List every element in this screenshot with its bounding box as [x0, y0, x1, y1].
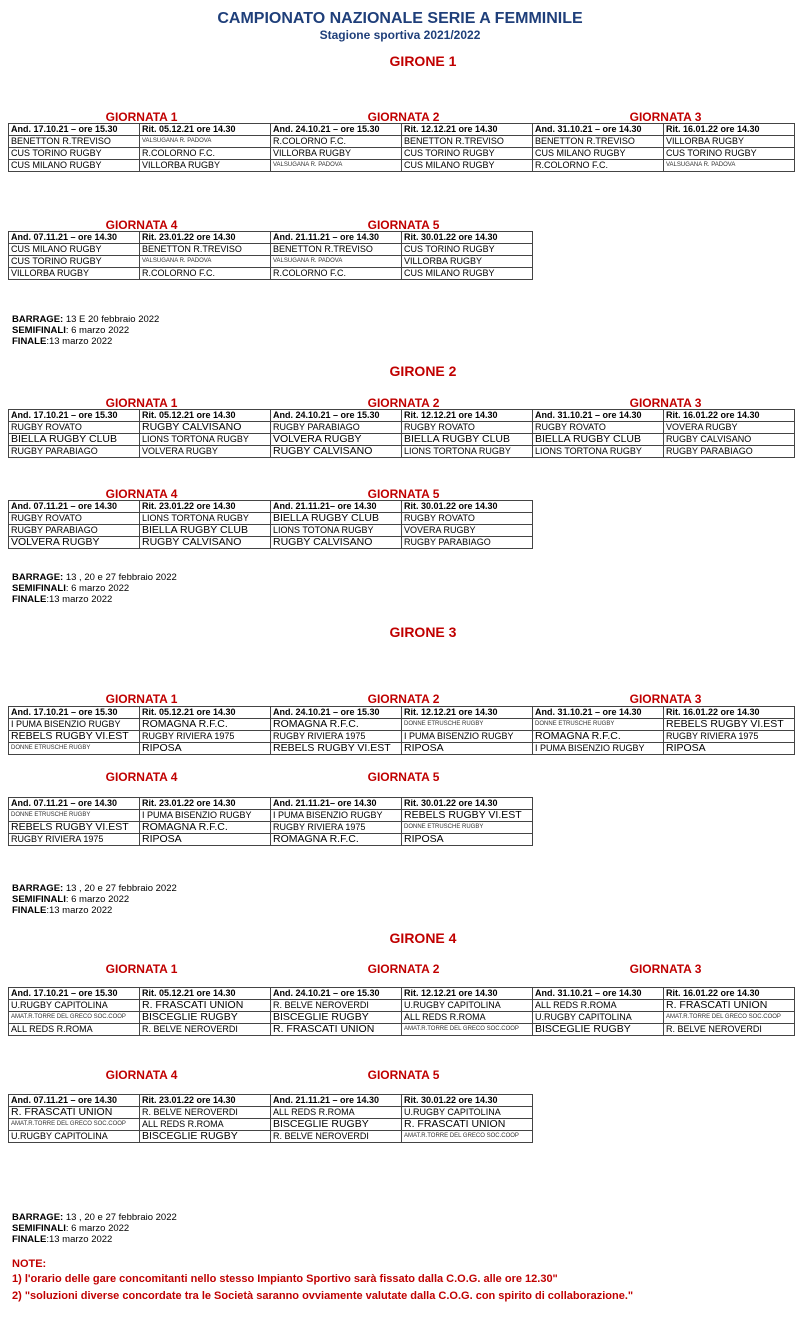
team-cell: CUS MILANO RUGBY	[533, 148, 664, 160]
match-row	[9, 1024, 795, 1036]
team-cell: BISCEGLIE RUGBY	[140, 1012, 271, 1024]
match-row	[9, 1131, 533, 1143]
team-cell: R.COLORNO F.C.	[140, 148, 271, 160]
team-cell: U.RUGBY CAPITOLINA	[402, 1107, 533, 1119]
team-cell: BENETTON R.TREVISO	[402, 136, 533, 148]
team-cell: ALL REDS R.ROMA	[533, 1000, 664, 1012]
semifinali-line-label: SEMIFINALI	[12, 894, 66, 905]
team-cell: DONNE ETRUSCHE RUGBY	[402, 822, 533, 834]
team-cell: RUGBY CALVISANO	[271, 446, 402, 458]
team-cell: I PUMA BISENZIO RUGBY	[9, 719, 140, 731]
andata-header: And. 17.10.21 – ore 15.30	[9, 124, 140, 136]
match-row	[9, 834, 533, 846]
ritorno-header: Rit. 12.12.21 ore 14.30	[402, 124, 533, 136]
barrage-line-value: 13 E 20 febbraio 2022	[63, 314, 160, 325]
barrage-line	[12, 1212, 177, 1223]
ritorno-header: Rit. 12.12.21 ore 14.30	[402, 707, 533, 719]
team-cell: BISCEGLIE RUGBY	[533, 1024, 664, 1036]
barrage-line-label: BARRAGE:	[12, 314, 64, 325]
ritorno-header: Rit. 16.01.22 ore 14.30	[664, 124, 795, 136]
match-row	[9, 434, 795, 446]
team-cell: RIPOSA	[402, 743, 533, 755]
finale-line-value: :13 marzo 2022	[46, 336, 113, 347]
andata-header: And. 31.10.21 – ore 14.30	[533, 124, 664, 136]
match-row	[9, 743, 795, 755]
team-cell: BIELLA RUGBY CLUB	[9, 434, 140, 446]
team-cell: BISCEGLIE RUGBY	[140, 1131, 271, 1143]
team-cell: RUGBY RIVIERA 1975	[271, 731, 402, 743]
team-cell: DONNE ETRUSCHE RUGBY	[9, 810, 140, 822]
team-cell: BENETTON R.TREVISO	[140, 244, 271, 256]
barrage-line-value: 13 , 20 e 27 febbraio 2022	[63, 572, 177, 583]
match-row	[9, 160, 795, 172]
team-cell: BIELLA RUGBY CLUB	[271, 513, 402, 525]
team-cell: DONNE ETRUSCHE RUGBY	[402, 719, 533, 731]
andata-header: And. 31.10.21 – ore 14.30	[533, 707, 664, 719]
team-cell: RUGBY ROVATO	[9, 513, 140, 525]
team-cell: RUGBY PARABIAGO	[664, 446, 795, 458]
note-line-1: 1) l'orario delle gare concomitanti nello stesso Impianto Sportivo sarà fissato dalla C.O.G. alle ore 12.30"	[12, 1273, 558, 1285]
team-cell: BENETTON R.TREVISO	[271, 244, 402, 256]
note-line-2: 2) "soluzioni diverse concordate tra le Società saranno ovviamente valutate dalla C.O.G. con spirito di collaborazione."	[12, 1290, 634, 1302]
ritorno-header: Rit. 05.12.21 ore 14.30	[140, 988, 271, 1000]
team-cell: VOLVERA RUGBY	[9, 537, 140, 549]
team-cell: RUGBY RIVIERA 1975	[140, 731, 271, 743]
document-title: CAMPIONATO NAZIONALE SERIE A FEMMINILE	[217, 10, 583, 27]
barrage-line-label: BARRAGE:	[12, 572, 64, 583]
giornata-label: GIORNATA 2	[367, 692, 440, 706]
semifinali-line-value: : 6 marzo 2022	[65, 1223, 130, 1234]
finale-line-value: :13 marzo 2022	[46, 905, 113, 916]
team-cell: ALL REDS R.ROMA	[9, 1024, 140, 1036]
fixtures-table	[8, 409, 795, 458]
ritorno-header: Rit. 30.01.22 ore 14.30	[402, 798, 533, 810]
fixtures-table	[8, 500, 533, 549]
ritorno-header: Rit. 23.01.22 ore 14.30	[140, 232, 271, 244]
team-cell: RIPOSA	[402, 834, 533, 846]
team-cell: I PUMA BISENZIO RUGBY	[533, 743, 664, 755]
team-cell: ALL REDS R.ROMA	[271, 1107, 402, 1119]
girone-title: GIRONE 2	[389, 363, 457, 379]
andata-header: And. 24.10.21 – ore 15.30	[271, 988, 402, 1000]
semifinali-line-label: SEMIFINALI	[12, 583, 66, 594]
finale-line-value: :13 marzo 2022	[46, 594, 113, 605]
ritorno-header: Rit. 12.12.21 ore 14.30	[402, 988, 533, 1000]
ritorno-header: Rit. 23.01.22 ore 14.30	[140, 798, 271, 810]
team-cell: CUS TORINO RUGBY	[402, 148, 533, 160]
match-row	[9, 525, 533, 537]
andata-header: And. 24.10.21 – ore 15.30	[271, 707, 402, 719]
team-cell: VILLORBA RUGBY	[9, 268, 140, 280]
team-cell: BENETTON R.TREVISO	[533, 136, 664, 148]
team-cell: RUGBY ROVATO	[402, 513, 533, 525]
team-cell: BIELLA RUGBY CLUB	[533, 434, 664, 446]
andata-header: And. 07.11.21 – ore 14.30	[9, 798, 140, 810]
team-cell: R. FRASCATI UNION	[664, 1000, 795, 1012]
team-cell: U.RUGBY CAPITOLINA	[402, 1000, 533, 1012]
team-cell: LIONS TORTONA RUGBY	[140, 513, 271, 525]
team-cell: REBELS RUGBY VI.EST	[9, 731, 140, 743]
team-cell: VILLORBA RUGBY	[140, 160, 271, 172]
team-cell: R. BELVE NEROVERDI	[271, 1131, 402, 1143]
team-cell: RUGBY CALVISANO	[271, 537, 402, 549]
girone-title: GIRONE 3	[389, 624, 457, 640]
team-cell: RUGBY RIVIERA 1975	[9, 834, 140, 846]
fixtures-table	[8, 1094, 533, 1143]
team-cell: CUS MILANO RUGBY	[402, 268, 533, 280]
notes-title: NOTE:	[12, 1258, 47, 1270]
andata-header: And. 17.10.21 – ore 15.30	[9, 410, 140, 422]
team-cell: AMAT.R.TORRE DEL GRECO SOC.COOP	[402, 1131, 533, 1143]
giornata-label: GIORNATA 4	[105, 1068, 178, 1082]
giornata-label: GIORNATA 4	[105, 770, 178, 784]
barrage-line-label: BARRAGE:	[12, 883, 64, 894]
team-cell: R. BELVE NEROVERDI	[140, 1024, 271, 1036]
semifinali-line-label: SEMIFINALI	[12, 325, 66, 336]
barrage-line	[12, 883, 177, 894]
girone-title: GIRONE 1	[389, 53, 457, 69]
match-row	[9, 1107, 533, 1119]
team-cell: VOLVERA RUGBY	[140, 446, 271, 458]
team-cell: RUGBY CALVISANO	[140, 422, 271, 434]
team-cell: U.RUGBY CAPITOLINA	[9, 1131, 140, 1143]
team-cell: VILLORBA RUGBY	[664, 136, 795, 148]
barrage-line	[12, 314, 159, 325]
match-row	[9, 1119, 533, 1131]
team-cell: REBELS RUGBY VI.EST	[9, 822, 140, 834]
match-row	[9, 268, 533, 280]
match-row	[9, 136, 795, 148]
team-cell: ROMAGNA R.F.C.	[140, 822, 271, 834]
finale-line	[12, 905, 177, 916]
barrage-line-label: BARRAGE:	[12, 1212, 64, 1223]
team-cell: ROMAGNA R.F.C.	[271, 719, 402, 731]
giornata-label: GIORNATA 1	[105, 110, 178, 124]
team-cell: R. FRASCATI UNION	[271, 1024, 402, 1036]
team-cell: BISCEGLIE RUGBY	[271, 1119, 402, 1131]
team-cell: U.RUGBY CAPITOLINA	[9, 1000, 140, 1012]
ritorno-header: Rit. 16.01.22 ore 14.30	[664, 410, 795, 422]
giornata-label: GIORNATA 1	[105, 396, 178, 410]
team-cell: R. FRASCATI UNION	[402, 1119, 533, 1131]
team-cell: RUGBY ROVATO	[533, 422, 664, 434]
andata-header: And. 31.10.21 – ore 14.30	[533, 410, 664, 422]
team-cell: CUS TORINO RUGBY	[9, 256, 140, 268]
team-cell: LIONS TOTONA RUGBY	[271, 525, 402, 537]
giornata-label: GIORNATA 5	[367, 487, 440, 501]
girone-title: GIRONE 4	[389, 930, 457, 946]
team-cell: REBELS RUGBY VI.EST	[271, 743, 402, 755]
ritorno-header: Rit. 12.12.21 ore 14.30	[402, 410, 533, 422]
andata-header: And. 17.10.21 – ore 15.30	[9, 988, 140, 1000]
team-cell: CUS TORINO RUGBY	[664, 148, 795, 160]
barrage-line	[12, 572, 177, 583]
match-row	[9, 1012, 795, 1024]
team-cell: BISCEGLIE RUGBY	[271, 1012, 402, 1024]
giornata-label: GIORNATA 3	[629, 692, 702, 706]
giornata-label: GIORNATA 1	[105, 962, 178, 976]
team-cell: VOLVERA RUGBY	[271, 434, 402, 446]
team-cell: RUGBY ROVATO	[402, 422, 533, 434]
andata-header: And. 24.10.21 – ore 15.30	[271, 124, 402, 136]
giornata-label: GIORNATA 5	[367, 770, 440, 784]
match-row	[9, 537, 533, 549]
team-cell: CUS MILANO RUGBY	[9, 160, 140, 172]
team-cell: RUGBY CALVISANO	[664, 434, 795, 446]
match-row	[9, 256, 533, 268]
andata-header: And. 17.10.21 – ore 15.30	[9, 707, 140, 719]
team-cell: ROMAGNA R.F.C.	[140, 719, 271, 731]
team-cell: AMAT.R.TORRE DEL GRECO SOC.COOP	[9, 1119, 140, 1131]
team-cell: RUGBY PARABIAGO	[9, 525, 140, 537]
team-cell: DONNE ETRUSCHE RUGBY	[533, 719, 664, 731]
andata-header: And. 21.11.21 – ore 14.30	[271, 232, 402, 244]
finale-line-label: FINALE	[12, 336, 47, 347]
ritorno-header: Rit. 23.01.22 ore 14.30	[140, 501, 271, 513]
andata-header: And. 21.11.21– ore 14.30	[271, 798, 402, 810]
ritorno-header: Rit. 05.12.21 ore 14.30	[140, 707, 271, 719]
team-cell: BIELLA RUGBY CLUB	[140, 525, 271, 537]
ritorno-header: Rit. 05.12.21 ore 14.30	[140, 410, 271, 422]
finale-line-value: :13 marzo 2022	[46, 1234, 113, 1245]
team-cell: RUGBY PARABIAGO	[9, 446, 140, 458]
team-cell: I PUMA BISENZIO RUGBY	[402, 731, 533, 743]
andata-header: And. 21.11.21– ore 14.30	[271, 501, 402, 513]
team-cell: R.COLORNO F.C.	[271, 136, 402, 148]
team-cell: BIELLA RUGBY CLUB	[402, 434, 533, 446]
team-cell: RUGBY PARABIAGO	[271, 422, 402, 434]
giornata-label: GIORNATA 2	[367, 962, 440, 976]
finale-line	[12, 1234, 177, 1245]
finale-line-label: FINALE	[12, 1234, 47, 1245]
ritorno-header: Rit. 05.12.21 ore 14.30	[140, 124, 271, 136]
team-cell: VALSUGANA R. PADOVA	[271, 160, 402, 172]
team-cell: ALL REDS R.ROMA	[140, 1119, 271, 1131]
team-cell: RUGBY RIVIERA 1975	[271, 822, 402, 834]
playoff-dates	[12, 314, 159, 347]
match-row	[9, 731, 795, 743]
season-subtitle: Stagione sportiva 2021/2022	[319, 28, 481, 42]
andata-header: And. 31.10.21 – ore 14.30	[533, 988, 664, 1000]
team-cell: RIPOSA	[140, 743, 271, 755]
giornata-label: GIORNATA 4	[105, 218, 178, 232]
match-row	[9, 513, 533, 525]
giornata-label: GIORNATA 3	[629, 110, 702, 124]
team-cell: REBELS RUGBY VI.EST	[402, 810, 533, 822]
barrage-line-value: 13 , 20 e 27 febbraio 2022	[63, 883, 177, 894]
finale-line-label: FINALE	[12, 594, 47, 605]
fixtures-table	[8, 987, 795, 1036]
team-cell: RUGBY ROVATO	[9, 422, 140, 434]
andata-header: And. 07.11.21 – ore 14.30	[9, 501, 140, 513]
team-cell: LIONS TORTONA RUGBY	[140, 434, 271, 446]
team-cell: R. BELVE NEROVERDI	[664, 1024, 795, 1036]
team-cell: R. FRASCATI UNION	[9, 1107, 140, 1119]
team-cell: VILLORBA RUGBY	[402, 256, 533, 268]
ritorno-header: Rit. 23.01.22 ore 14.30	[140, 1095, 271, 1107]
semifinali-line-value: : 6 marzo 2022	[65, 325, 130, 336]
team-cell: BENETTON R.TREVISO	[9, 136, 140, 148]
team-cell: I PUMA BISENZIO RUGBY	[140, 810, 271, 822]
team-cell: REBELS RUGBY VI.EST	[664, 719, 795, 731]
team-cell: U.RUGBY CAPITOLINA	[533, 1012, 664, 1024]
giornata-label: GIORNATA 5	[367, 1068, 440, 1082]
andata-header: And. 24.10.21 – ore 15.30	[271, 410, 402, 422]
match-row	[9, 148, 795, 160]
team-cell: R.COLORNO F.C.	[533, 160, 664, 172]
semifinali-line	[12, 325, 159, 336]
team-cell: VALSUGANA R. PADOVA	[271, 256, 402, 268]
team-cell: VOVERA RUGBY	[664, 422, 795, 434]
ritorno-header: Rit. 30.01.22 ore 14.30	[402, 232, 533, 244]
semifinali-line-value: : 6 marzo 2022	[65, 894, 130, 905]
team-cell: ALL REDS R.ROMA	[402, 1012, 533, 1024]
ritorno-header: Rit. 16.01.22 ore 14.30	[664, 988, 795, 1000]
team-cell: R. BELVE NEROVERDI	[271, 1000, 402, 1012]
match-row	[9, 446, 795, 458]
team-cell: I PUMA BISENZIO RUGBY	[271, 810, 402, 822]
team-cell: RIPOSA	[664, 743, 795, 755]
fixtures-table	[8, 706, 795, 755]
team-cell: R.COLORNO F.C.	[271, 268, 402, 280]
giornata-label: GIORNATA 4	[105, 487, 178, 501]
ritorno-header: Rit. 16.01.22 ore 14.30	[664, 707, 795, 719]
team-cell: ROMAGNA R.F.C.	[533, 731, 664, 743]
team-cell: RUGBY RIVIERA 1975	[664, 731, 795, 743]
andata-header: And. 07.11.21 – ore 14.30	[9, 232, 140, 244]
ritorno-header: Rit. 30.01.22 ore 14.30	[402, 501, 533, 513]
semifinali-line-value: : 6 marzo 2022	[65, 583, 130, 594]
team-cell: VILLORBA RUGBY	[271, 148, 402, 160]
playoff-dates	[12, 1212, 177, 1245]
team-cell: DONNE ETRUSCHE RUGBY	[9, 743, 140, 755]
team-cell: CUS TORINO RUGBY	[9, 148, 140, 160]
semifinali-line-label: SEMIFINALI	[12, 1223, 66, 1234]
team-cell: VALSUGANA R. PADOVA	[140, 136, 271, 148]
giornata-label: GIORNATA 5	[367, 218, 440, 232]
team-cell: VOVERA RUGBY	[402, 525, 533, 537]
match-row	[9, 810, 533, 822]
playoff-dates	[12, 883, 177, 916]
team-cell: RIPOSA	[140, 834, 271, 846]
team-cell: AMAT.R.TORRE DEL GRECO SOC.COOP	[664, 1012, 795, 1024]
team-cell: VALSUGANA R. PADOVA	[140, 256, 271, 268]
fixtures-table	[8, 123, 795, 172]
team-cell: R. FRASCATI UNION	[140, 1000, 271, 1012]
semifinali-line	[12, 1223, 177, 1234]
finale-line-label: FINALE	[12, 905, 47, 916]
team-cell: CUS TORINO RUGBY	[402, 244, 533, 256]
team-cell: AMAT.R.TORRE DEL GRECO SOC.COOP	[9, 1012, 140, 1024]
ritorno-header: Rit. 30.01.22 ore 14.30	[402, 1095, 533, 1107]
match-row	[9, 422, 795, 434]
andata-header: And. 21.11.21 – ore 14.30	[271, 1095, 402, 1107]
giornata-label: GIORNATA 3	[629, 396, 702, 410]
match-row	[9, 244, 533, 256]
team-cell: RUGBY PARABIAGO	[402, 537, 533, 549]
barrage-line-value: 13 , 20 e 27 febbraio 2022	[63, 1212, 177, 1223]
team-cell: LIONS TORTONA RUGBY	[402, 446, 533, 458]
team-cell: R. BELVE NEROVERDI	[140, 1107, 271, 1119]
playoff-dates	[12, 572, 177, 605]
match-row	[9, 1000, 795, 1012]
giornata-label: GIORNATA 3	[629, 962, 702, 976]
semifinali-line	[12, 583, 177, 594]
fixtures-table	[8, 797, 533, 846]
team-cell: CUS MILANO RUGBY	[9, 244, 140, 256]
match-row	[9, 822, 533, 834]
team-cell: R.COLORNO F.C.	[140, 268, 271, 280]
andata-header: And. 07.11.21 – ore 14.30	[9, 1095, 140, 1107]
giornata-label: GIORNATA 1	[105, 692, 178, 706]
team-cell: RUGBY CALVISANO	[140, 537, 271, 549]
team-cell: VALSUGANA R. PADOVA	[664, 160, 795, 172]
giornata-label: GIORNATA 2	[367, 396, 440, 410]
semifinali-line	[12, 894, 177, 905]
fixtures-table	[8, 231, 533, 280]
team-cell: AMAT.R.TORRE DEL GRECO SOC.COOP	[402, 1024, 533, 1036]
finale-line	[12, 594, 177, 605]
team-cell: ROMAGNA R.F.C.	[271, 834, 402, 846]
match-row	[9, 719, 795, 731]
team-cell: LIONS TORTONA RUGBY	[533, 446, 664, 458]
giornata-label: GIORNATA 2	[367, 110, 440, 124]
finale-line	[12, 336, 159, 347]
team-cell: CUS MILANO RUGBY	[402, 160, 533, 172]
